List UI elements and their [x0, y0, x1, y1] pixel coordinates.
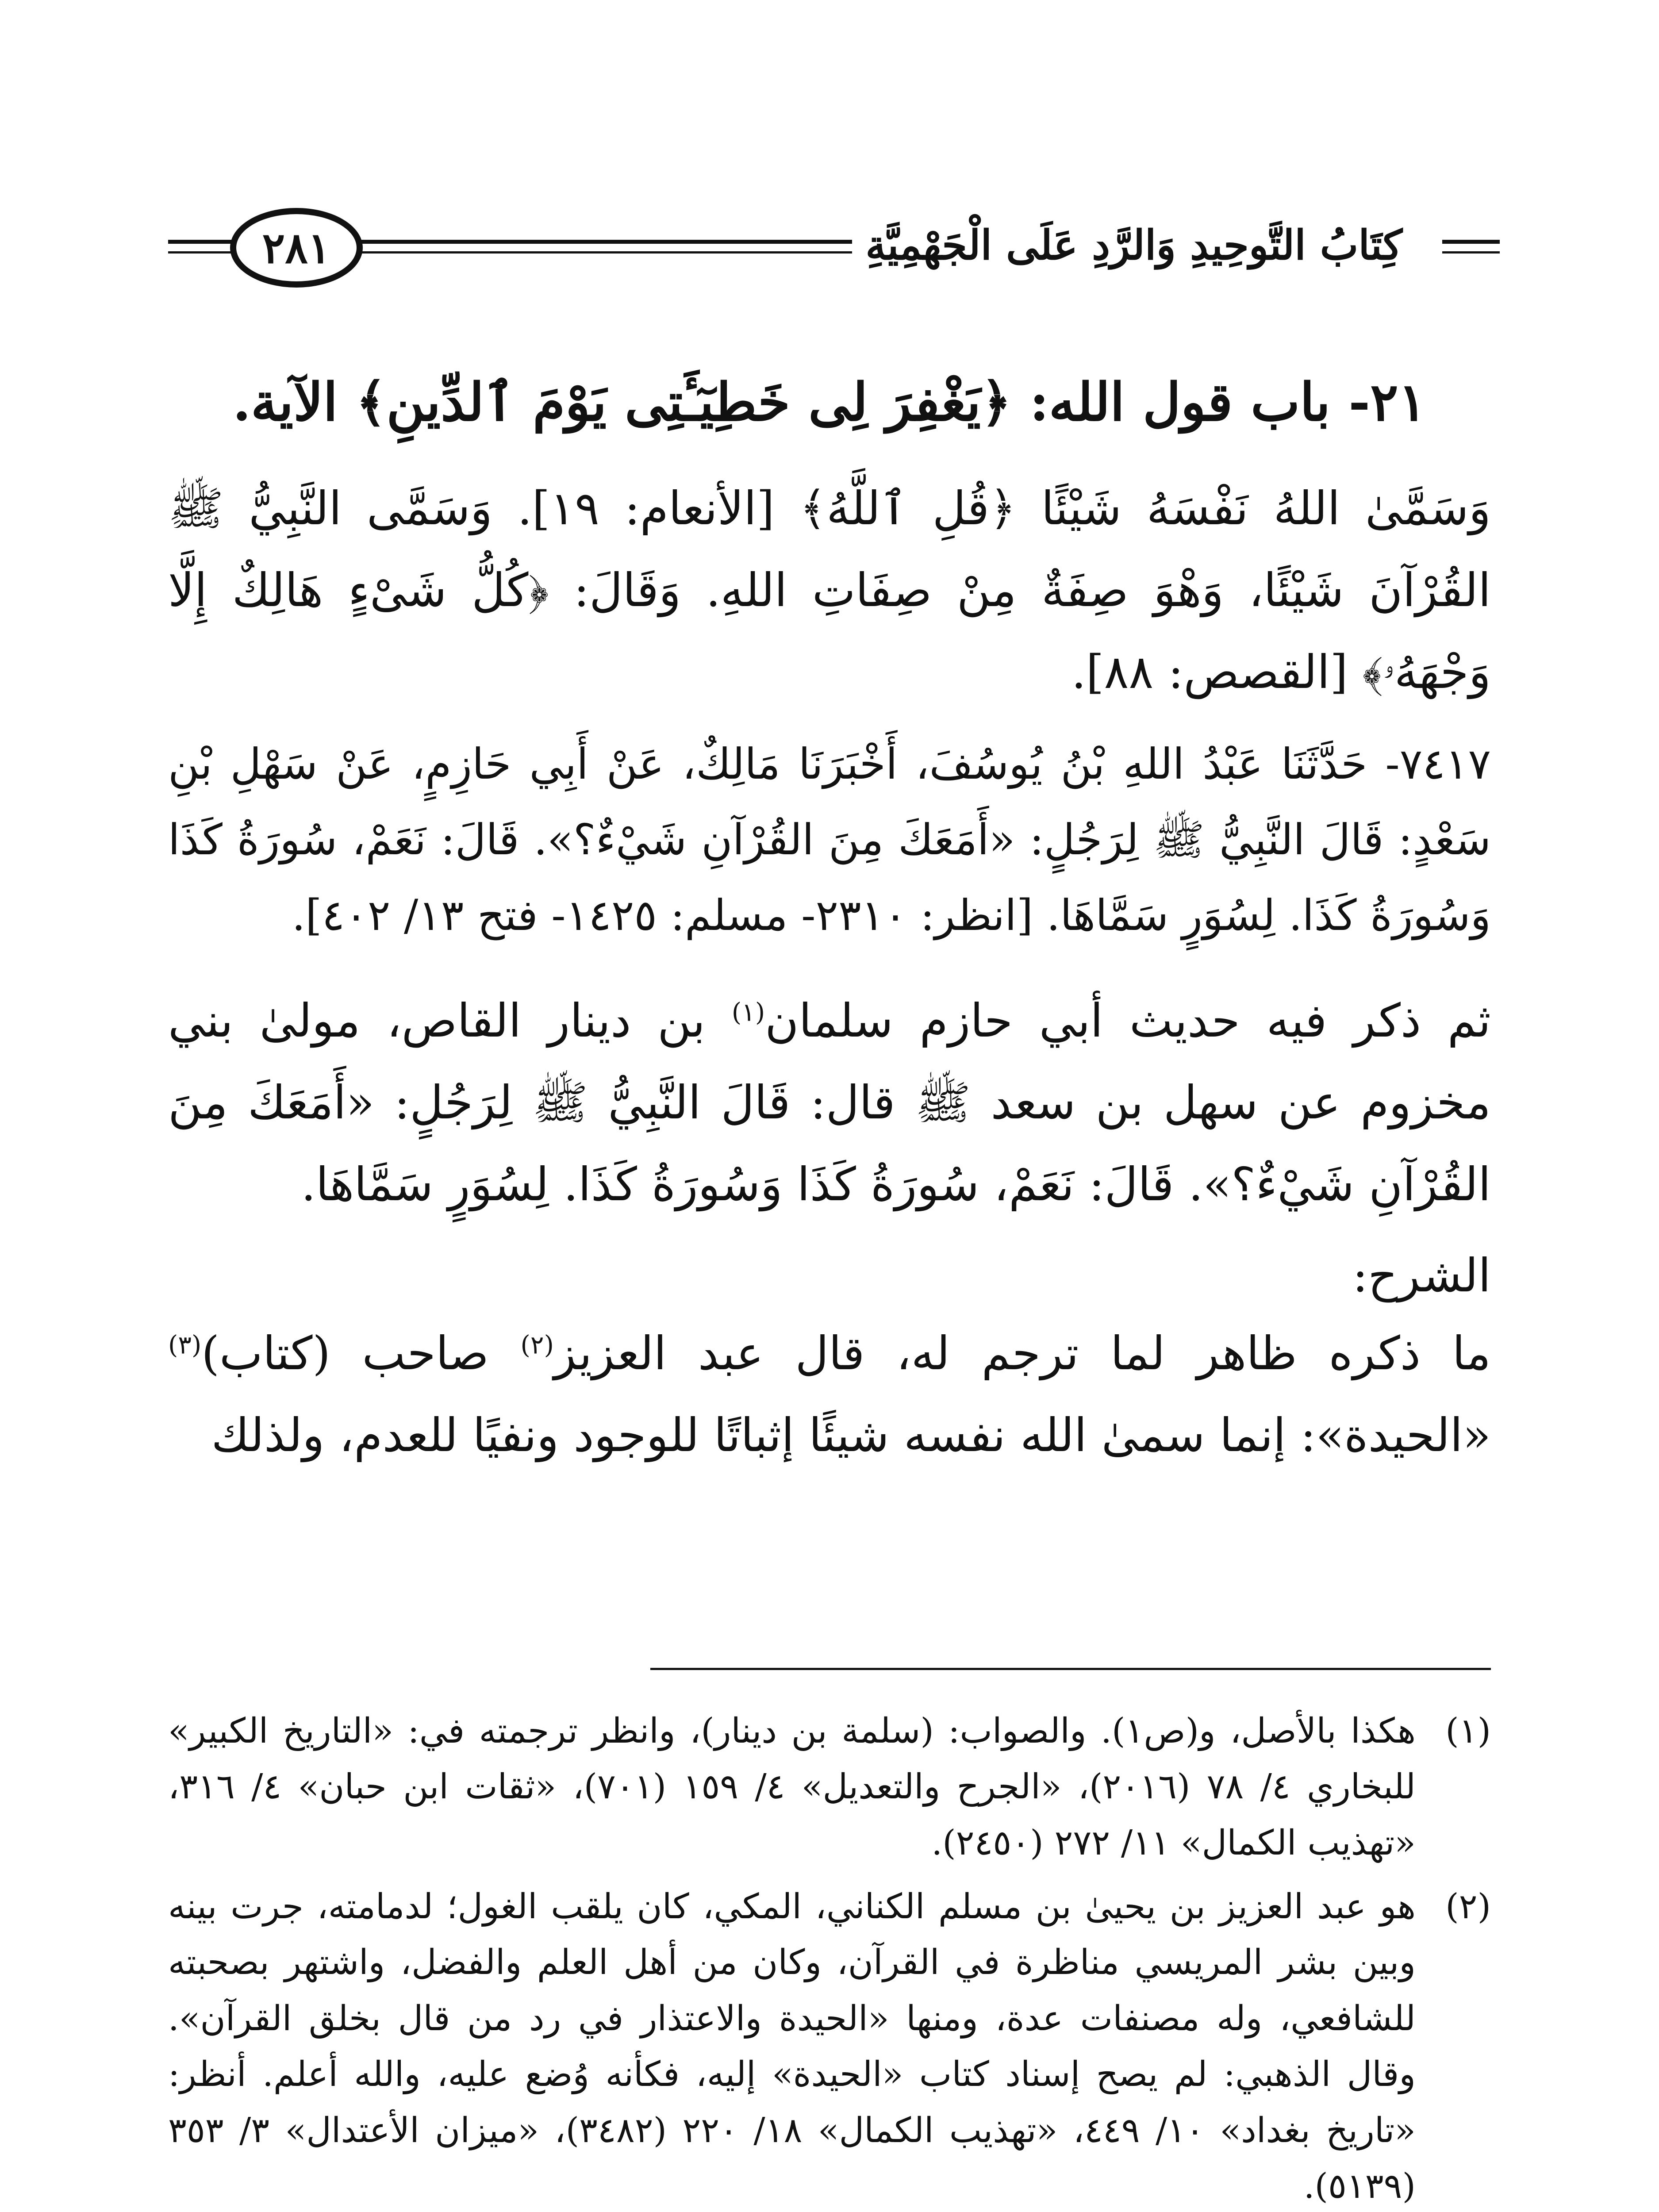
footnote-number: (٢) [1445, 1887, 1491, 1927]
footnote-separator [650, 1668, 1491, 1670]
footnotes [168, 1703, 1491, 2212]
footnote-ref[interactable]: (٣) [168, 1330, 202, 1360]
commentary-text: «الحيدة»: إنما سمىٰ الله نفسه شيئًا إثباتًا للوجود ونفيًا للعدم، ولذلك [211, 1408, 1491, 1462]
commentary-text: ما ذكره ظاهر لما ترجم له، قال عبد العزيز [553, 1326, 1491, 1380]
footnote-ref[interactable]: (٢) [520, 1330, 554, 1360]
chapter-intro: وَسَمَّىٰ اللهُ نَفْسَهُ شَيْئًا ﴿قُلِ ٱللَّهُ﴾ [الأنعام: ١٩]. وَسَمَّى النَّبِيُّ ﷺ القُرْآنَ شَيْئًا، وَهْوَ صِفَةٌ مِنْ صِفَاتِ اللهِ. وَقَالَ: ﴿كُلُّ شَىْءٍ هَالِكٌ إِلَّا وَجْهَهُۥ﴾ [القصص: ٨٨]. [168, 481, 1491, 699]
header-rule-right [1442, 240, 1500, 244]
header-rule-right-thin [1442, 251, 1500, 253]
commentary-label: الشرح: [1352, 1248, 1491, 1303]
book-title: كِتَابُ التَّوحِيدِ وَالرَّدِ عَلَى الْجَهْمِيَّةِ [852, 221, 1416, 269]
running-header [168, 208, 1500, 292]
footnote [168, 1703, 1491, 1871]
hadith-text: ٧٤١٧- حَدَّثَنَا عَبْدُ اللهِ بْنُ يُوسُفَ، أَخْبَرَنَا مَالِكٌ، عَنْ أَبِي حَازِمٍ، عَنْ سَهْلِ بْنِ سَعْدٍ: قَالَ النَّبِيُّ ﷺ لِرَجُلٍ: «أَمَعَكَ مِنَ القُرْآنِ شَيْءٌ؟». قَالَ: نَعَمْ، سُورَةُ كَذَا وَسُورَةُ كَذَا. لِسُوَرٍ سَمَّاهَا. [انظر: ٢٣١٠- مسلم: ١٤٢٥- فتح ١٣/ ٤٠٢]. [168, 739, 1491, 941]
footnote-ref[interactable]: (١) [731, 998, 765, 1027]
commentary-paragraph-1 [168, 980, 1491, 1225]
page-number-badge [230, 208, 363, 288]
page-number: ٢٨١ [262, 223, 331, 273]
footnote-text: هكذا بالأصل، و(ص١). والصواب: (سلمة بن دينار)، وانظر ترجمته في: «التاريخ الكبير» للبخاري ٤/ ٧٨ (٢٠١٦)، «الجرح والتعديل» ٤/ ١٥٩ (٧٠١)، «ثقات ابن حبان» ٤/ ٣١٦، «تهذيب الكمال» ١١/ ٢٧٢ (٢٤٥٠). [168, 1711, 1416, 1863]
chapter-heading: ٢١- باب قول الله: ﴿يَغْفِرَ لِى خَطِيٓـَٔتِى يَوْمَ ٱلدِّينِ﴾ الآية. [233, 371, 1426, 433]
commentary-text: صاحب (كتاب) [201, 1326, 521, 1380]
commentary-text: ثم ذكر فيه حديث أبي حازم سلمان [765, 993, 1491, 1048]
commentary-text: بن دينار القاص، مولىٰ بني مخزوم عن سهل بن سعد ﷺ قال: قَالَ النَّبِيُّ ﷺ لِرَجُلٍ: «أَمَعَكَ مِنَ القُرْآنِ شَيْءٌ؟». قَالَ: نَعَمْ، سُورَةُ كَذَا وَسُورَةُ كَذَا. لِسُوَرٍ سَمَّاهَا. [168, 993, 1491, 1212]
footnote-number: (١) [1445, 1711, 1491, 1751]
main-text [168, 363, 1491, 1490]
footnote-text: هو عبد العزيز بن يحيىٰ بن مسلم الكناني، المكي، كان يلقب الغول؛ لدمامته، جرت بينه وبين بشر المريسي مناظرة في القرآن، وكان من أهل العلم والفضل، واشتهر بصحبته للشافعي، وله مصنفات عدة، ومنها «الحيدة والاعتذار في رد من قال بخلق القرآن». وقال الذهبي: لم يصح إسناد كتاب «الحيدة» إليه، فكأنه وُضع عليه، والله أعلم. أنظر: «تاريخ بغداد» ١٠/ ٤٤٩، «تهذيب الكمال» ١٨/ ٢٢٠ (٣٤٨٢)، «ميزان الأعتدال» ٣/ ٣٥٣ (٥١٣٩). [168, 1887, 1416, 2206]
footnote [168, 1879, 1491, 2212]
commentary-paragraph-2 [168, 1313, 1491, 1476]
